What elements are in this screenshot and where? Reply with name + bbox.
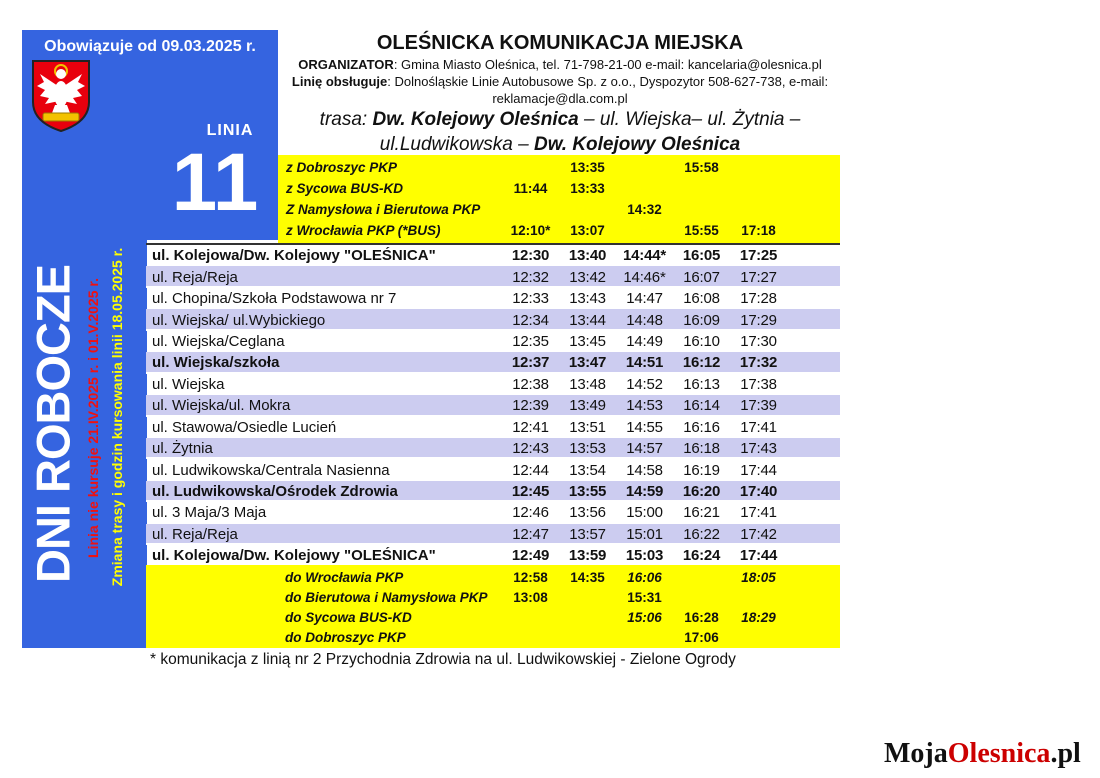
- stop-time: 14:58: [626, 461, 663, 479]
- operator-line: Linię obsługuje: Dolnośląskie Linie Autobusowe Sp. z o.o., Dyspozytor 508-627-738, e-mail:: [291, 74, 829, 89]
- stop-time: 16:20: [682, 483, 721, 501]
- arrival-row: [278, 157, 840, 178]
- footnote: * komunikacja z linią nr 2 Przychodnia Zdrowia na ul. Ludwikowskiej - Zielone Ogrody: [150, 651, 736, 668]
- stop-time: 17:44: [739, 547, 778, 565]
- stop-time: 13:54: [569, 461, 606, 479]
- stop-time: 15:00: [626, 504, 663, 522]
- stop-time: 17:40: [739, 483, 778, 501]
- valid-from-date: Obowiązuje od 09.03.2025 r.: [44, 38, 256, 55]
- stop-time: 13:42: [569, 268, 606, 286]
- stop-row: [146, 309, 840, 330]
- stop-row: [146, 395, 840, 416]
- departure-row: [146, 567, 840, 587]
- departure-time: 18:29: [741, 609, 776, 625]
- operator-email: reklamacje@dla.com.pl: [492, 91, 628, 106]
- stop-time: 13:47: [568, 354, 607, 372]
- stop-row: [146, 417, 840, 438]
- stop-time: 16:19: [683, 461, 720, 479]
- stop-time: 13:53: [569, 440, 606, 458]
- stop-time: 16:07: [683, 268, 720, 286]
- stop-row: [146, 545, 840, 566]
- stop-time: 17:38: [740, 375, 777, 393]
- departure-time: 15:31: [627, 589, 662, 605]
- stop-time: 12:39: [512, 397, 549, 415]
- stop-time: 14:49: [626, 332, 663, 350]
- arrival-label: Z Namysłowa i Bierutowa PKP: [286, 202, 481, 217]
- arrival-label: z Wrocławia PKP (*BUS): [286, 223, 441, 238]
- arrival-time: 13:35: [570, 160, 605, 175]
- departure-row: [146, 607, 840, 627]
- stop-time: 13:57: [569, 525, 606, 543]
- stop-name: ul. Reja/Reja: [152, 268, 238, 286]
- stop-time: 16:10: [683, 332, 720, 350]
- stop-time: 12:34: [512, 311, 549, 329]
- stop-name: ul. Kolejowa/Dw. Kolejowy "OLEŚNICA": [152, 247, 436, 265]
- stop-row: [146, 266, 840, 287]
- departure-time: 16:28: [684, 609, 719, 625]
- stop-time: 12:47: [512, 525, 549, 543]
- arrival-row: [278, 220, 840, 241]
- stop-time: 17:43: [740, 440, 777, 458]
- route-line-1: trasa: Dw. Kolejowy Oleśnica – ul. Wiejska– ul. Żytnia –: [319, 109, 801, 130]
- stop-name: ul. 3 Maja/3 Maja: [152, 504, 267, 522]
- arrival-row: [278, 178, 840, 199]
- arrival-row: [278, 199, 840, 220]
- stop-row: [146, 438, 840, 459]
- departure-label: do Dobroszyc PKP: [285, 629, 406, 645]
- stop-time: 12:33: [512, 290, 549, 308]
- stop-time: 14:59: [625, 483, 664, 501]
- linia-label: LINIA: [206, 122, 254, 139]
- stop-time: 17:27: [740, 268, 777, 286]
- page-title: OLEŚNICKA KOMUNIKACJA MIEJSKA: [376, 32, 744, 54]
- route-line-2: ul.Ludwikowska – Dw. Kolejowy Oleśnica: [379, 134, 741, 155]
- stop-time: 16:14: [683, 397, 720, 415]
- arrival-time: 15:58: [684, 160, 719, 175]
- stop-time: 12:38: [512, 375, 549, 393]
- departure-label: do Bierutowa i Namysłowa PKP: [285, 589, 488, 605]
- stop-row: [146, 502, 840, 523]
- stop-row: [146, 331, 840, 352]
- stop-time: 16:09: [683, 311, 720, 329]
- stop-row: [146, 374, 840, 395]
- stop-time: 14:51: [625, 354, 664, 372]
- departure-row: [146, 587, 840, 607]
- timetable: [146, 243, 840, 567]
- stop-time: 15:01: [626, 525, 663, 543]
- stop-row: [146, 245, 840, 266]
- stop-time: 12:32: [512, 268, 549, 286]
- stop-time: 14:47: [626, 290, 663, 308]
- stop-time: 12:49: [511, 547, 550, 565]
- stop-time: 13:43: [569, 290, 606, 308]
- stop-time: 12:41: [512, 418, 549, 436]
- arrival-time: 15:55: [684, 223, 719, 238]
- stop-time: 14:52: [626, 375, 663, 393]
- arrival-label: z Dobroszyc PKP: [286, 160, 398, 175]
- arrival-time: 14:32: [627, 202, 662, 217]
- stop-time: 13:51: [569, 418, 606, 436]
- stop-time: 13:49: [569, 397, 606, 415]
- stop-row: [146, 352, 840, 373]
- stop-time: 12:37: [511, 354, 550, 372]
- stop-time: 17:41: [740, 418, 777, 436]
- stop-name: ul. Wiejska/szkoła: [152, 354, 280, 372]
- stop-time: 15:03: [625, 547, 664, 565]
- header-block: [280, 32, 840, 156]
- stop-row: [146, 288, 840, 309]
- stop-name: ul. Ludwikowska/Ośrodek Zdrowia: [152, 483, 398, 501]
- stop-time: 12:46: [512, 504, 549, 522]
- stop-time: 17:30: [740, 332, 777, 350]
- stop-time: 16:05: [682, 247, 721, 265]
- line-header-panel: [22, 30, 278, 240]
- stop-time: 16:13: [683, 375, 720, 393]
- stop-time: 14:48: [626, 311, 663, 329]
- stop-name: ul. Chopina/Szkoła Podstawowa nr 7: [152, 290, 397, 308]
- organizer-line: ORGANIZATOR: Gmina Miasto Oleśnica, tel. 71-798-21-00 e-mail: kancelaria@olesnica.pl: [298, 57, 822, 72]
- stop-time: 14:46*: [623, 268, 666, 286]
- stop-time: 16:16: [683, 418, 720, 436]
- departure-time: 14:35: [570, 569, 605, 585]
- stop-time: 13:44: [569, 311, 606, 329]
- stop-time: 17:28: [740, 290, 777, 308]
- stop-time: 14:57: [626, 440, 663, 458]
- stop-time: 16:12: [682, 354, 721, 372]
- stop-time: 17:41: [740, 504, 777, 522]
- stop-time: 13:59: [568, 547, 607, 565]
- stop-name: ul. Ludwikowska/Centrala Nasienna: [152, 461, 390, 479]
- stop-time: 16:24: [682, 547, 721, 565]
- arrival-time: 13:07: [570, 223, 605, 238]
- departure-row: [146, 627, 840, 647]
- stop-name: ul. Kolejowa/Dw. Kolejowy "OLEŚNICA": [152, 547, 436, 565]
- stop-time: 12:43: [512, 440, 549, 458]
- stop-time: 12:45: [511, 483, 550, 501]
- stop-time: 13:40: [568, 247, 607, 265]
- stop-name: ul. Wiejska/ ul.Wybickiego: [152, 311, 326, 329]
- departure-time: 15:06: [627, 609, 662, 625]
- departure-time: 17:06: [684, 629, 719, 645]
- stop-row: [146, 459, 840, 480]
- departure-time: 12:58: [513, 569, 548, 585]
- stop-name: ul. Żytnia: [152, 440, 213, 458]
- stop-time: 14:55: [626, 418, 663, 436]
- stop-time: 12:30: [511, 247, 550, 265]
- stop-time: 13:45: [569, 332, 606, 350]
- departure-time: 18:05: [741, 569, 776, 585]
- stop-time: 16:18: [683, 440, 720, 458]
- stop-time: 17:42: [740, 525, 777, 543]
- arrival-time: 17:18: [741, 223, 776, 238]
- stop-name: ul. Wiejska/Ceglana: [152, 332, 285, 350]
- timetable-poster: Obowiązuje od 09.03.2025 r. LINIA 11 DNI ROBOCZE Linia nie kursuje 21.IV.2025 r. i 01.V.2025 r. Zmiana trasy i godzin kursowania linii 18.05.2025 r. OLEŚNICKA KOMUNIKACJA MIEJSKA ORGANIZATOR: Gmina Miasto Oleśnica, tel. 71-798-21-00 e-mail: kancelaria@olesnica.pl Linię obsługuje: Dolnośląskie Linie Autobusowe Sp. z o.o., Dyspozytor 508-627-738, e-mail: reklamacje@dla.com.pl trasa: Dw. Kolejowy Oleśnica – ul. Wiejska– ul. Żytnia – ul.Ludwikowska – Dw. Kolejowy Oleśnica z Dobroszyc PKP 13:35 15:58 z Sycowa BUS-KD 11:44 13:33 Z Namysłowa i Bierutowa PKP 14:32 z Wrocławia PKP (*BUS) 12:10* 13:07 15:55 17:18 ul. Kolejowa/Dw. Kolejowy "OLEŚNICA" 12:30 13:40 14:44* 16:05 17:25 ul. Reja/Reja 12:32 13:42 14:46* 16:07 17:27 ul. Chopina/Szkoła Podstawowa nr 7 12:33 13:43 14:47 16:08 17:28 ul. Wiejska/ ul.Wybickiego 12:34 13:44 14:48 16:09 17:29 ul. Wiejska/Ceglana 12:35 13:45 14:49 16:10 17:30 ul. Wiejska/szkoła 12:37 13:47 14:51 16:12 17:32 ul. Wiejska 12:38 13:48 14:52 16:13 17:38 ul. Wiejska/ul. Mokra 12:39 13:49 14:53 16:14 17:39 ul. Stawowa/Osiedle Lucień 12:41 13:51 14:55 16:16 17:41 ul. Żytnia 12:43 13:53 14:57 16:18 17:43 ul. Ludwikowska/Centrala Nasienna 12:44 13:54 14:58 16:19 17:44 ul. Ludwikowska/Ośrodek Zdrowia 12:45 13:55 14:59 16:20 17:40 ul. 3 Maja/3 Maja 12:46 13:56 15:00 16:21 17:41 ul. Reja/Reja 12:47 13:57 15:01 16:22 17:42 ul. Kolejowa/Dw. Kolejowy "OLEŚNICA" 12:49 13:59 15:03 16:24 17:44 do Wrocławia PKP 12:58 14:35 16:06 18:05 do Bierutowa i Namysłowa PKP 13:08 15:31 do Sycowa BUS-KD 15:06 16:28 18:29 do Dobroszyc PKP 17:06 * komunikacja z linią nr 2 Przychodnia Zdrowia na ul. Ludwikowskiej - Zielone Ogrody MojaOlesnica.pl: [0, 0, 1100, 778]
- stop-name: ul. Reja/Reja: [152, 525, 238, 543]
- arrivals-section: [278, 155, 840, 243]
- departure-time: 16:06: [627, 569, 662, 585]
- stop-time: 13:55: [568, 483, 607, 501]
- arrival-time: 13:33: [570, 181, 605, 196]
- stop-time: 17:44: [740, 461, 777, 479]
- line-number: 11: [171, 137, 259, 228]
- stop-row: [146, 524, 840, 545]
- stop-time: 12:35: [512, 332, 549, 350]
- departure-time: 13:08: [513, 589, 548, 605]
- stop-time: 12:44: [512, 461, 549, 479]
- stop-time: 17:32: [739, 354, 778, 372]
- stop-time: 16:21: [683, 504, 720, 522]
- arrival-label: z Sycowa BUS-KD: [286, 181, 404, 196]
- stop-time: 13:56: [569, 504, 606, 522]
- arrival-time: 12:10*: [510, 223, 551, 238]
- stop-name: ul. Wiejska: [152, 375, 225, 393]
- stop-time: 16:22: [683, 525, 720, 543]
- olesnica-eagle-crest-icon: [30, 58, 92, 139]
- stop-row: [146, 481, 840, 502]
- stop-time: 16:08: [683, 290, 720, 308]
- stop-time: 17:39: [740, 397, 777, 415]
- site-brand-link[interactable]: MojaOlesnica.pl: [884, 738, 1081, 769]
- departure-label: do Sycowa BUS-KD: [285, 609, 412, 625]
- stop-time: 17:29: [740, 311, 777, 329]
- stop-time: 13:48: [569, 375, 606, 393]
- stop-time: 17:25: [739, 247, 778, 265]
- stop-name: ul. Wiejska/ul. Mokra: [152, 397, 291, 415]
- stop-time: 14:44*: [622, 247, 666, 265]
- departure-label: do Wrocławia PKP: [285, 569, 404, 585]
- departures-section: [146, 565, 840, 648]
- stop-name: ul. Stawowa/Osiedle Lucień: [152, 418, 337, 436]
- arrival-time: 11:44: [513, 181, 548, 196]
- stop-time: 14:53: [626, 397, 663, 415]
